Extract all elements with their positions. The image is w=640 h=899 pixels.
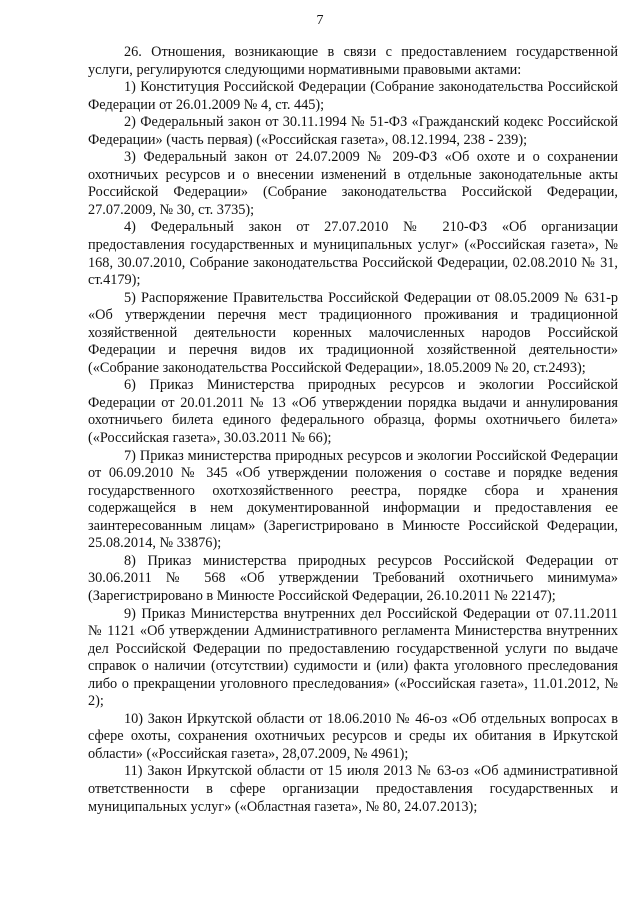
list-item: 5) Распоряжение Правительства Российской Федерации от 08.05.2009 № 631-р «Об утверждении перечня мест традиционного проживания и традиционной хозяйственной деятельности коренных малочисленных народов Российской Федерации и перечня видов их традиционной хозяйственной деятельности» («Собрание законодательства Российской Федерации», 18.05.2009 № 20, ст.2493); [88, 289, 618, 376]
list-item: 6) Приказ Министерства природных ресурсов и экологии Российской Федерации от 20.01.2011 № 13 «Об утверждении порядка выдачи и аннулирования охотничьего билета единого федерального образца, формы охотничьего билета» («Российская газета», 30.03.2011 № 66); [88, 377, 618, 447]
page-number: 7 [316, 13, 324, 28]
list-item: 11) Закон Иркутской области от 15 июля 2013 № 63-оз «Об административной ответственности в сфере организации предоставления государственных и муниципальных услуг» («Областная газета», № 80, 24.07.2013); [88, 763, 618, 815]
list-item: 3) Федеральный закон от 24.07.2009 № 209-ФЗ «Об охоте и о сохранении охотничьих ресурсов и о внесении изменений в отдельные законодательные акты Российской Федерации» (Собрание законодательства Российской Федерации, 27.07.2009, № 30, ст. 3735); [88, 149, 618, 218]
list-item: 1) Конституция Российской Федерации (Собрание законодательства Российской Федерации от 26.01.2009 № 4, ст. 445); [88, 79, 618, 113]
list-item: 2) Федеральный закон от 30.11.1994 № 51-ФЗ «Гражданский кодекс Российской Федерации» (часть первая) («Российская газета», 08.12.1994, 238 - 239); [88, 114, 618, 148]
spacer [88, 32, 618, 44]
list-item: 7) Приказ министерства природных ресурсов и экологии Российской Федерации от 06.09.2010 № 345 «Об утверждении положения о составе и порядке ведения государственного охотхозяйственного реестра, порядке сбора и хранения содержащейся в нем документированной информации и предоставления ее заинтересованным лицам» (Зарегистрировано в Минюсте Российской Федерации, 25.08.2014, № 33876); [88, 447, 618, 552]
list-item: 4) Федеральный закон от 27.07.2010 № 210-ФЗ «Об организации предоставления государственных и муниципальных услуг» («Российская газета», № 168, 30.07.2010, Собрание законодательства Российской Федерации, 02.08.2010 № 31, ст.4179); [88, 219, 618, 289]
list-item: 8) Приказ министерства природных ресурсов Российской Федерации от 30.06.2011 № 568 «Об утверждении Требований охотничьего минимума» (Зарегистрировано в Минюсте Российской Федерации, 26.10.2011 № 22147); [88, 552, 618, 604]
list-item: 9) Приказ Министерства внутренних дел Российской Федерации от 07.11.2011 № 1121 «Об утверждении Административного регламента Министерства внутренних дел Российской Федерации по предоставлению государственной услуги по выдаче справок о наличии (отсутствии) судимости и (или) факта уголовного преследования либо о прекращении уголовного преследования» («Российская газета», 11.01.2012, № 2); [88, 605, 618, 710]
list-item: 10) Закон Иркутской области от 18.06.2010 № 46-оз «Об отдельных вопросах в сфере охоты, сохранения охотничьих ресурсов и среды их обитания в Иркутской области» («Российская газета», 28,07.2009, № 4961); [88, 710, 618, 762]
section-intro: 26. Отношения, возникающие в связи с предоставлением государственной услуги, регулируются следующими нормативными правовыми актами: [88, 44, 618, 78]
